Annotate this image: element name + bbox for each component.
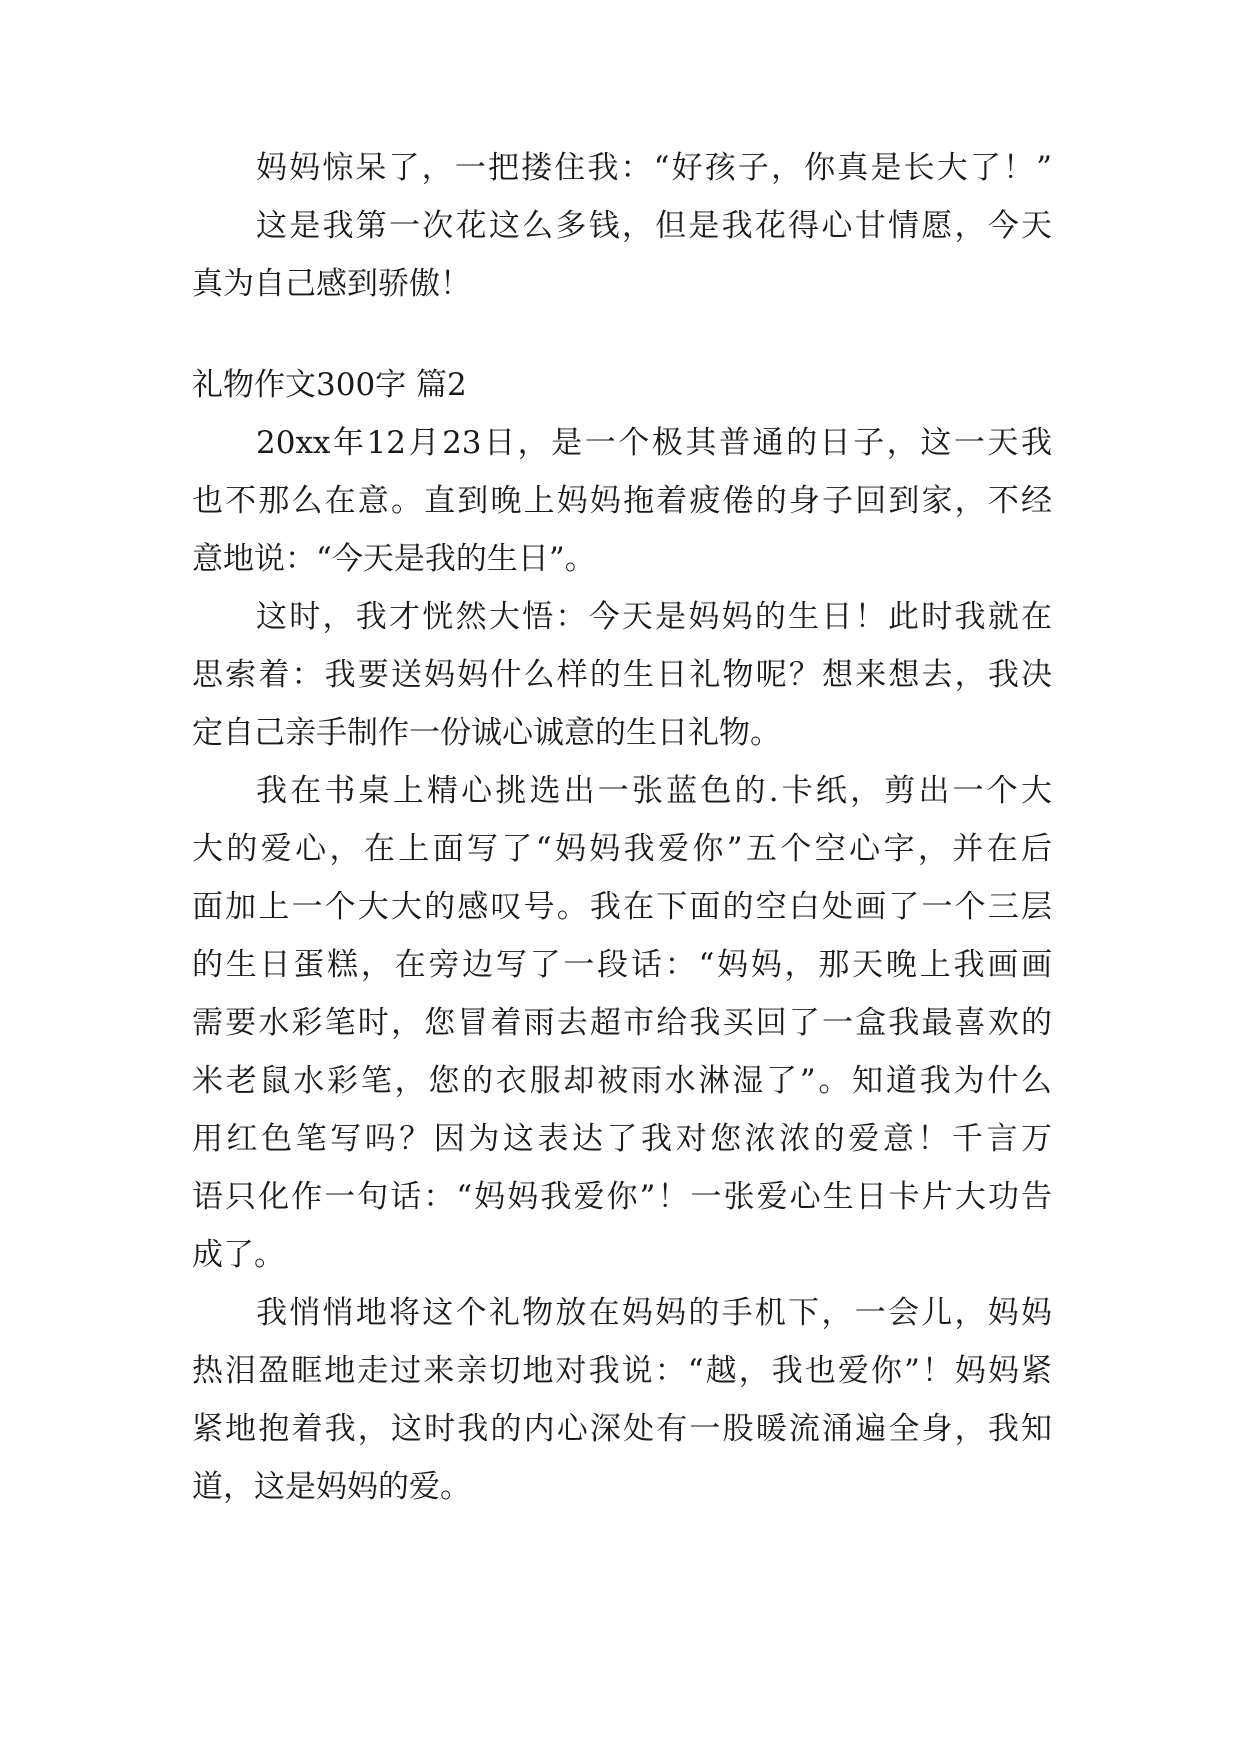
paragraph-line: 也不那么在意。直到晚上妈妈拖着疲倦的身子回到家，不经 [192, 483, 1052, 519]
paragraph-line: 面加上一个大大的感叹号。我在下面的空白处画了一个三层 [192, 889, 1052, 925]
paragraph-line: 大的爱心，在上面写了“妈妈我爱你”五个空心字，并在后 [192, 831, 1052, 867]
paragraph-line: 紧地抱着我，这时我的内心深处有一股暖流涌遍全身，我知 [192, 1411, 1052, 1447]
paragraph-line: 20xx年12月23日，是一个极其普通的日子，这一天我 [256, 425, 1052, 461]
paragraph-line: 思索着：我要送妈妈什么样的生日礼物呢？想来想去，我决 [192, 657, 1052, 693]
paragraph-line: 需要水彩笔时，您冒着雨去超市给我买回了一盒我最喜欢的 [192, 1005, 1052, 1041]
paragraph-line: 用红色笔写吗？因为这表达了我对您浓浓的爱意！千言万 [192, 1121, 1052, 1157]
paragraph-line: 意地说：“今天是我的生日”。 [192, 541, 596, 577]
paragraph-line: 真为自己感到骄傲！ [192, 266, 471, 302]
paragraph-line: 我悄悄地将这个礼物放在妈妈的手机下，一会儿，妈妈 [256, 1295, 1052, 1331]
paragraph-line: 我在书桌上精心挑选出一张蓝色的.卡纸，剪出一个大 [256, 773, 1052, 809]
paragraph-line: 道，这是妈妈的爱。 [192, 1469, 471, 1505]
paragraph-line: 热泪盈眶地走过来亲切地对我说：“越，我也爱你”！妈妈紧 [192, 1353, 1052, 1389]
paragraph-line: 成了。 [192, 1237, 285, 1273]
paragraph-line: 语只化作一句话：“妈妈我爱你”！一张爱心生日卡片大功告 [192, 1179, 1052, 1215]
paragraph-line: 这时，我才恍然大悟：今天是妈妈的生日！此时我就在 [256, 599, 1052, 635]
paragraph-line: 的生日蛋糕，在旁边写了一段话：“妈妈，那天晚上我画画 [192, 947, 1052, 983]
paragraph-line: 定自己亲手制作一份诚心诚意的生日礼物。 [192, 715, 781, 751]
paragraph-line: 这是我第一次花这么多钱，但是我花得心甘情愿，今天 [256, 208, 1052, 244]
section-heading: 礼物作文300字 篇2 [192, 367, 467, 403]
paragraph-line: 妈妈惊呆了，一把搂住我：“好孩子，你真是长大了！” [256, 150, 1052, 186]
paragraph-line: 米老鼠水彩笔，您的衣服却被雨水淋湿了”。知道我为什么 [192, 1063, 1052, 1099]
